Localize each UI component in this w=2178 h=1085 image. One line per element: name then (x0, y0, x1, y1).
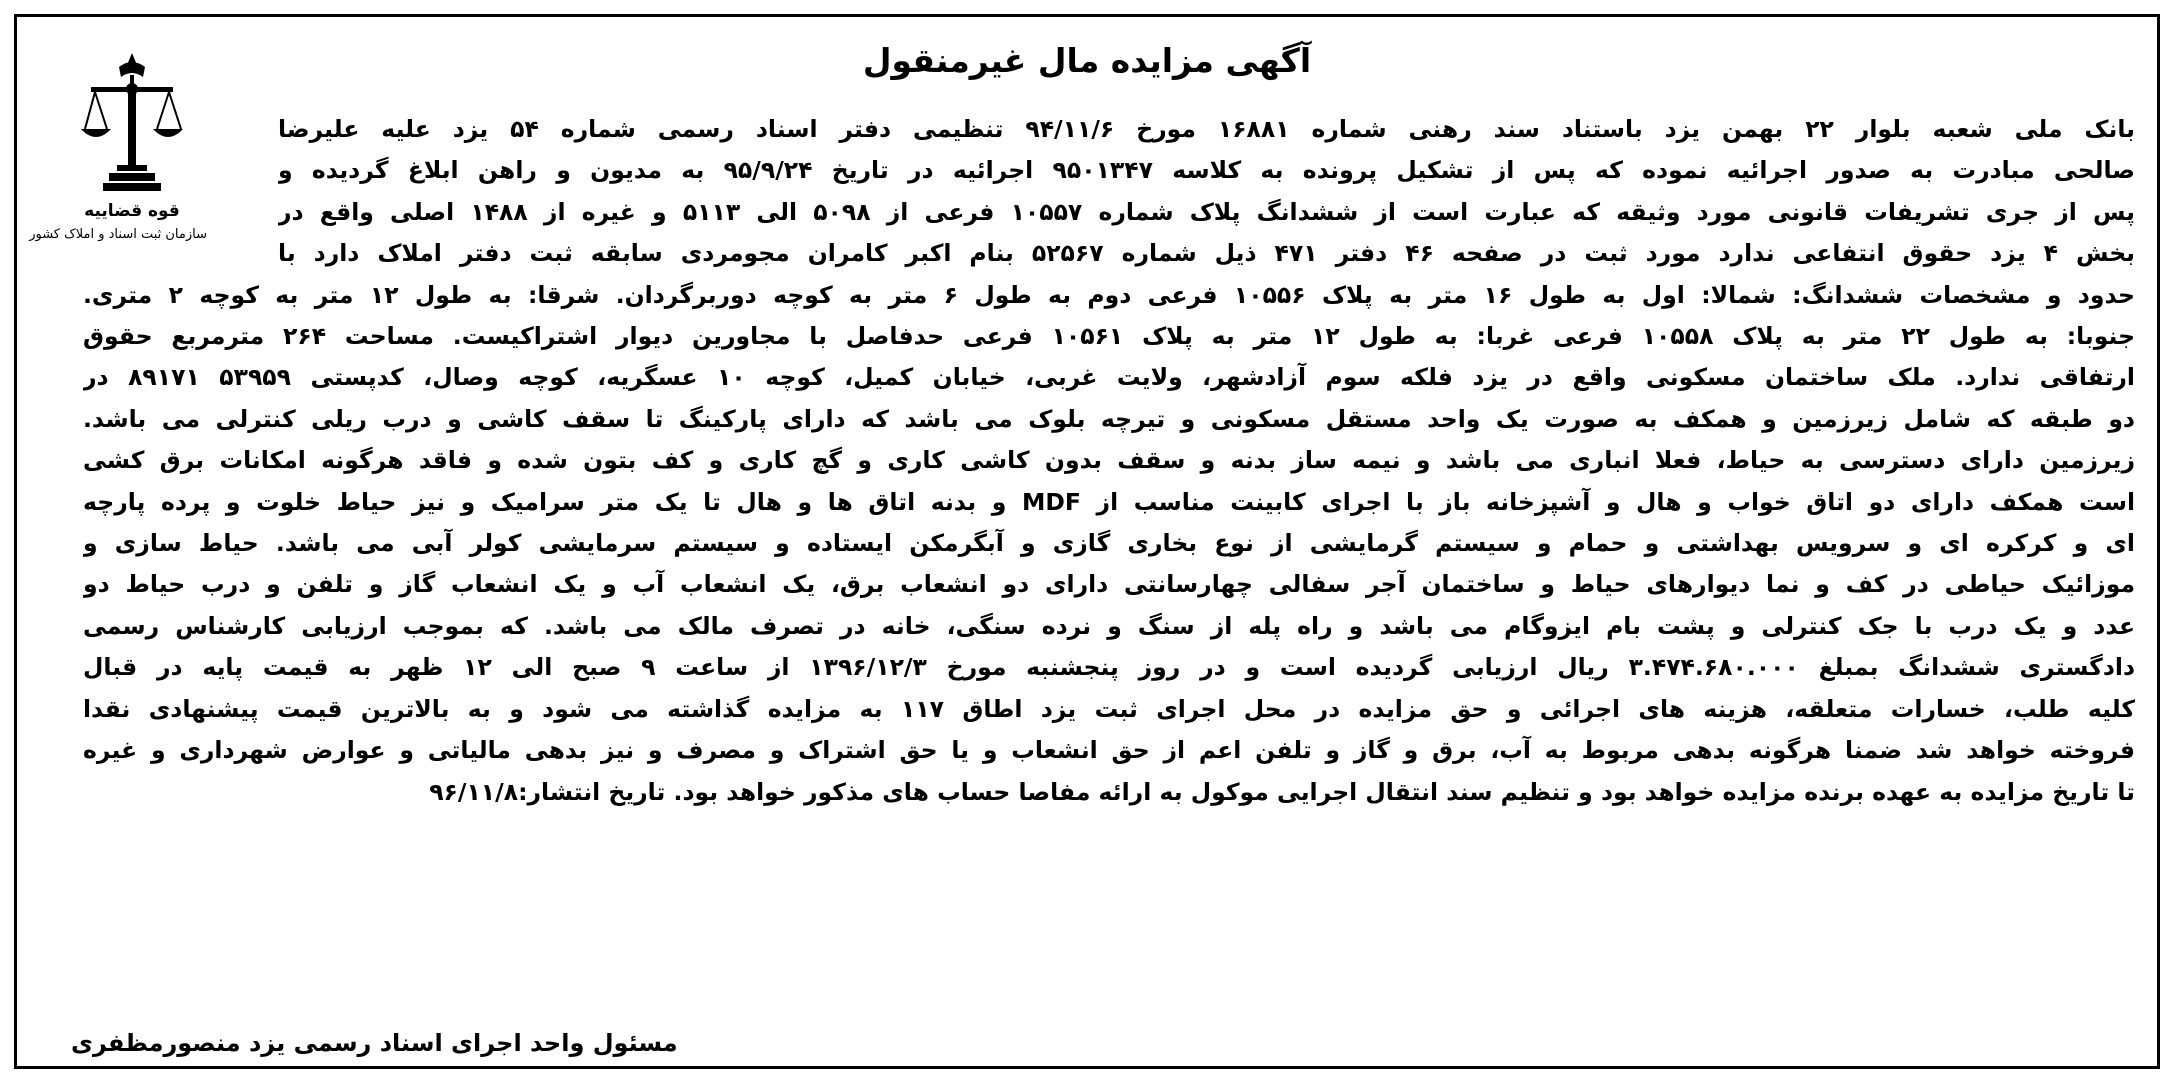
notice-line: کلیه طلب، خسارات متعلقه، هزینه های اجرائی و حق مزایده در محل اجرای ثبت یزد اطاق ۱۱۷ به مزایده گذاشته می شود و به بالاترین قیمت پیشنهادی نقدا (83, 694, 2135, 723)
notice-line: ای و کرکره ای و سرویس بهداشتی و حمام و سیستم گرمایشی از نوع بخاری گازی و آبگرمکن ایستاده و سیستم سرمایشی کولر آبی می باشد. حیاط سازی و (83, 529, 2135, 558)
notice-line: موزائیک حیاطی در کف و نما دیوارهای حیاط و ساختمان آجر سفالی چهارسانتی دارای دو انشعاب برق، یک انشعاب آب و یک انشعاب گاز و تلفن و درب حیاط دو (83, 570, 2135, 599)
notice-body (83, 109, 2135, 813)
notice-line: زیرزمین دارای دسترسی به حیاط، فعلا انباری می باشد و نیمه ساز بدنه و سقف بدون کاشی کاری و گچ کاری و کف بتون شده و فاقد هرگونه امکانات برق کشی (83, 446, 2135, 475)
notice-line: دو طبقه که شامل زیرزمین و همکف به صورت یک واحد مستقل مسکونی و تیرچه بلوک می باشد که دارای پارکینگ تا سقف کاشی و درب ریلی کنترلی می باشد. (83, 404, 2135, 433)
notice-line: فروخته خواهد شد ضمنا هرگونه بدهی مربوط به آب، برق و گاز و تلفن اعم از حق انشعاب و یا حق اشتراک و مصرف و نیز بدهی مالیاتی و عوارض شهرداری و غیره (83, 736, 2135, 765)
notice-line: پس از جری تشریفات قانونی مورد وثیقه که عبارت است از ششدانگ پلاک شماره ۱۰۵۵۷ فرعی از ۵۰۹۸ الی ۵۱۱۳ و غیره از ۱۴۸۸ اصلی واقع در (278, 197, 2135, 226)
notice-line: صالحی مبادرت به صدور اجرائیه نموده که پس از تشکیل پرونده به کلاسه ۹۵۰۱۳۴۷ اجرائیه در تاریخ ۹۵/۹/۲۴ به مدیون و راهن ابلاغ گردیده و (278, 156, 2135, 185)
notice-line: دادگستری ششدانگ بمبلغ ۳.۴۷۴.۶۸۰.۰۰۰ ریال ارزیابی گردیده است و در روز پنجشنبه مورخ ۱۳۹۶/۱۲/۳ از ساعت ۹ صبح الی ۱۲ ظهر به قیمت پایه در قبال (83, 653, 2135, 682)
emblem-caption-org: سازمان ثبت اسناد و املاک کشور (29, 227, 207, 242)
notice-title: آگهی مزایده مال غیرمنقول (862, 41, 1312, 80)
notice-line: عدد و یک درب با جک کنترلی و پشت بام ایزوگام می باشد و راه پله از سنگ و نرده سنگی، خانه در تصرف مالک می باشد. که بموجب ارزیابی کارشناس رسمی (83, 611, 2135, 640)
notice-line: تا تاریخ مزایده به عهده برنده مزایده خواهد بود و تنظیم سند انتقال اجرایی موکول به ارائه مفاصا حساب های مذکور خواهد بود. تاریخ انتشار:۹۶/۱۱/۸ (429, 777, 2135, 806)
emblem-caption-main: قوه قضاییه (84, 201, 180, 221)
notice-line: بانک ملی شعبه بلوار ۲۲ بهمن یزد باستناد سند رهنی شماره ۱۶۸۸۱ مورخ ۹۴/۱۱/۶ تنظیمی دفتر اسناد رسمی شماره ۵۴ یزد علیه علیرضا (278, 115, 2135, 143)
notice-line: جنوبا: به طول ۲۲ متر به پلاک ۱۰۵۵۸ فرعی غربا: به طول ۱۲ متر به پلاک ۱۰۵۶۱ فرعی حدفاصل با مجاورین دیوار اشتراکیست. مساحت ۲۶۴ مترمربع حقوق (83, 322, 2135, 351)
notice-line: است همکف دارای دو اتاق خواب و هال و آشپزخانه باز با اجرای کابینت مناسب از MDF و بدنه اتاق ها و هال تا یک متر سرامیک و نیز حیاط خلوت و پرده پارچه (83, 487, 2135, 516)
notice-line: ارتفاقی ندارد. ملک ساختمان مسکونی واقع در یزد فلکه سوم آزادشهر، ولایت غربی، خیابان کمیل، کوچه ۱۰ عسگریه، کوچه وصال، کدپستی ۵۳۹۵۹ ۸۹۱۷۱ در (83, 363, 2135, 392)
notice-line: حدود و مشخصات ششدانگ: شمالا: اول به طول ۱۶ متر به پلاک ۱۰۵۵۶ فرعی دوم به طول ۶ متر به کوچه دوربرگردان. شرقا: به طول ۱۲ متر به کوچه ۲ متری. (83, 280, 2135, 309)
notice-signature: مسئول واحد اجرای اسناد رسمی یزد منصورمظفری (71, 1029, 678, 1057)
notice-line: بخش ۴ یزد حقوق انتفاعی ندارد مورد ثبت در صفحه ۴۶ دفتر ۴۷۱ ذیل شماره ۵۲۵۶۷ بنام اکبر کامران مجومردی سابقه ثبت دفتر املاک دارد با (278, 239, 2135, 268)
notice-frame (14, 14, 2160, 1069)
